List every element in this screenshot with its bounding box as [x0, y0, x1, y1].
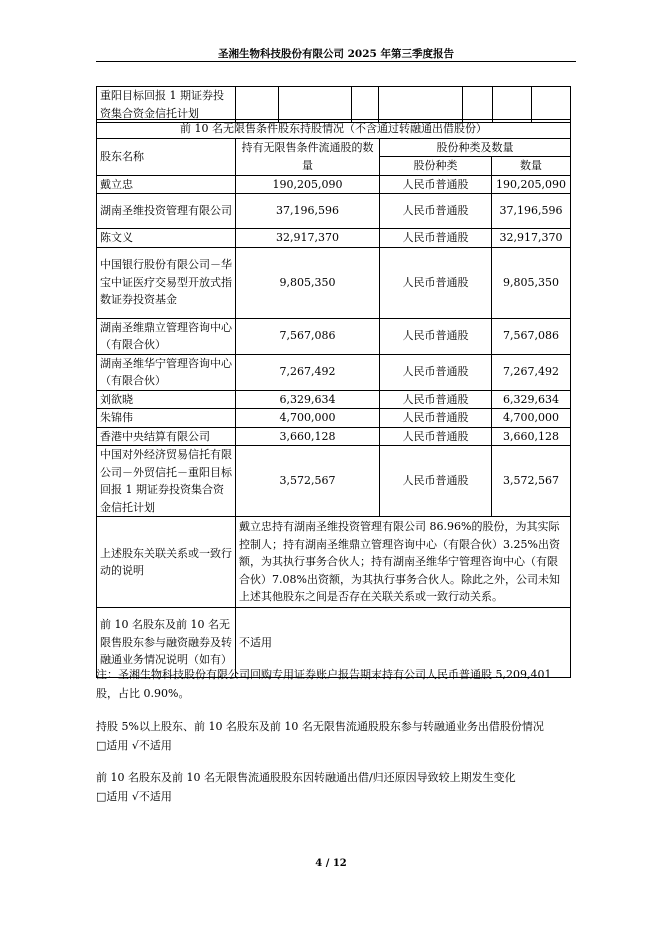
shareholder-name: 湖南圣维投资管理有限公司: [97, 194, 236, 229]
shareholder-qty: 190,205,090: [236, 175, 380, 194]
shareholder-name: 戴立忠: [97, 175, 236, 194]
table-row: [97, 175, 571, 194]
report-header: 圣湘生物科技股份有限公司 2025 年第三季度报告: [217, 48, 455, 60]
col-header-amount: 数量: [492, 157, 571, 176]
share-amount: 32,917,370: [492, 229, 571, 248]
table-row: [97, 229, 571, 248]
col-header-type-group: 股份种类及数量: [380, 138, 571, 157]
related-parties-label: 上述股东关联关系或一致行动的说明: [97, 517, 236, 608]
table-row: [97, 409, 571, 428]
table-row: [97, 354, 571, 390]
shareholder-qty: 9,805,350: [236, 247, 380, 318]
top10-unrestricted-shareholders-table: [96, 119, 571, 678]
shareholder-qty: 37,196,596: [236, 194, 380, 229]
shareholder-name: 中国对外经济贸易信托有限公司－外贸信托－重阳目标回报 1 期证券投资集合资金信托计划: [97, 446, 236, 517]
share-type: 人民币普通股: [380, 247, 492, 318]
table-row: [97, 194, 571, 229]
shareholder-name: 刘欲晓: [97, 390, 236, 409]
shareholder-name: 香港中央结算有限公司: [97, 427, 236, 446]
shareholder-name: 湖南圣维鼎立管理咨询中心（有限合伙）: [97, 318, 236, 354]
related-parties-text: 戴立忠持有湖南圣维投资管理有限公司 86.96%的股份，为其实际控制人；持有湖南圣维鼎立管理咨询中心（有限合伙）3.25%出资额，为其执行事务合伙人；持有湖南圣维华宁管理咨询中心（有限合伙）7.08%出资额，为其执行事务合伙人。除此之外，公司未知上述其他股东之间是否存在关联关系或一致行动关系。: [236, 517, 571, 608]
shareholder-qty: 3,660,128: [236, 427, 380, 446]
share-amount: 9,805,350: [492, 247, 571, 318]
share-amount: 7,567,086: [492, 318, 571, 354]
margin-trading-label: 前 10 名股东及前 10 名无限售股东参与融资融券及转融通业务情况说明（如有）: [97, 608, 236, 678]
table-row: [97, 390, 571, 409]
share-type: 人民币普通股: [380, 229, 492, 248]
shareholder-qty: 4,700,000: [236, 409, 380, 428]
top-continuation-table: [96, 86, 571, 123]
share-amount: 3,572,567: [492, 446, 571, 517]
shareholder-qty: 7,267,492: [236, 354, 380, 390]
share-amount: 37,196,596: [492, 194, 571, 229]
repurchase-note: 注：圣湘生物科技股份有限公司回购专用证券账户报告期末持有公司人民币普通股 5,209,401 股，占比 0.90%。: [96, 668, 552, 700]
table-title: 前 10 名无限售条件股东持股情况（不含通过转融通出借股份）: [97, 120, 571, 139]
header-divider: [96, 61, 576, 62]
related-parties-row: [97, 517, 571, 608]
change-answer: □适用 √不适用: [96, 790, 172, 803]
shareholder-qty: 32,917,370: [236, 229, 380, 248]
share-type: 人民币普通股: [380, 354, 492, 390]
shareholder-qty: 7,567,086: [236, 318, 380, 354]
col-header-qty: 持有无限售条件流通股的数量: [236, 138, 380, 175]
margin-trading-text: 不适用: [236, 608, 571, 678]
lending-question: 持股 5%以上股东、前 10 名股东及前 10 名无限售流通股股东参与转融通业务出借股份情况: [96, 720, 544, 733]
continuation-row-name: 重阳目标回报 1 期证券投资集合资金信托计划: [97, 87, 236, 123]
page-number: 4 / 12: [315, 858, 347, 869]
share-type: 人民币普通股: [380, 427, 492, 446]
share-type: 人民币普通股: [380, 446, 492, 517]
shareholder-name: 湖南圣维华宁管理咨询中心（有限合伙）: [97, 354, 236, 390]
table-row: [97, 247, 571, 318]
table-row: [97, 318, 571, 354]
shareholder-name: 中国银行股份有限公司－华宝中证医疗交易型开放式指数证券投资基金: [97, 247, 236, 318]
share-type: 人民币普通股: [380, 409, 492, 428]
col-header-type: 股份种类: [380, 157, 492, 176]
share-type: 人民币普通股: [380, 318, 492, 354]
share-amount: 4,700,000: [492, 409, 571, 428]
shareholder-name: 陈文义: [97, 229, 236, 248]
share-type: 人民币普通股: [380, 175, 492, 194]
share-amount: 6,329,634: [492, 390, 571, 409]
table-row: [97, 427, 571, 446]
shareholder-name: 朱锦伟: [97, 409, 236, 428]
table-row: [97, 446, 571, 517]
col-header-name: 股东名称: [97, 138, 236, 175]
share-type: 人民币普通股: [380, 194, 492, 229]
lending-answer: □适用 √不适用: [96, 739, 172, 752]
change-question: 前 10 名股东及前 10 名无限售流通股股东因转融通出借/归还原因导致较上期发生变化: [96, 771, 516, 784]
share-type: 人民币普通股: [380, 390, 492, 409]
share-amount: 3,660,128: [492, 427, 571, 446]
share-amount: 7,267,492: [492, 354, 571, 390]
shareholder-qty: 3,572,567: [236, 446, 380, 517]
share-amount: 190,205,090: [492, 175, 571, 194]
shareholder-qty: 6,329,634: [236, 390, 380, 409]
